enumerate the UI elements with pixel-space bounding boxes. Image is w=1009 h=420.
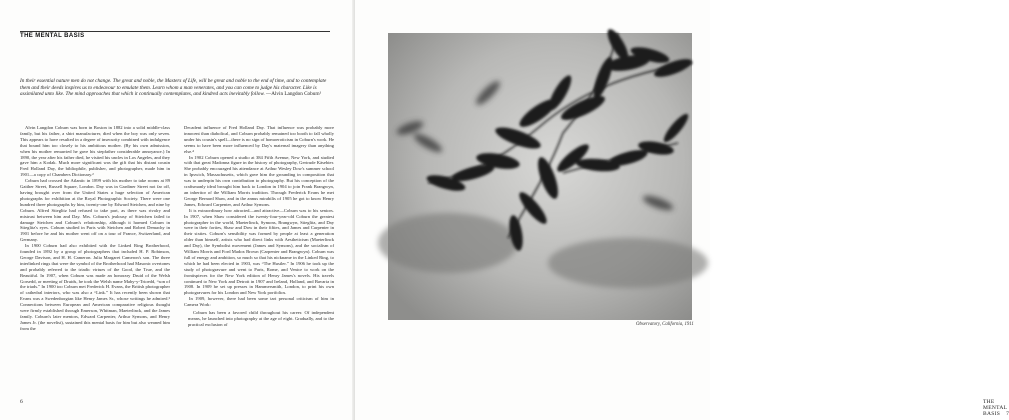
page-number-right: 7 xyxy=(1006,411,1009,417)
block-quote: Coburn has been a favored child throughout his career. Of independent means, he launched into photography at the age of eight. Gradually, and to the practical exclusion of xyxy=(188,310,334,327)
body-column-middle xyxy=(184,125,334,380)
section-title: THE MENTAL BASIS xyxy=(20,33,85,39)
epigraph xyxy=(20,78,335,98)
page-number-left: 6 xyxy=(20,399,23,405)
photo-caption: Observatory, California, 1911 xyxy=(636,322,694,327)
paragraph: In 1909, however, there had been some tart personal criticism of him in Camera Work: xyxy=(184,296,334,308)
paragraph: In 1900 Coburn had also exhibited with the Linked Ring Brotherhood, founded in 1892 by a group of photographers that included H. P. Robinson, George Davison, and H. H. Cameron. Julia Margaret Cameron's son. The three interlinked rings that were the symbol of the Brotherhood had Masonic overtones and probably referred to the triadic virtues of the Good, the True, and the Beautiful. In 1907, when Coburn was made an honorary Druid of the Welsh Gorsedd, or meeting of Druids, he took the Welsh name Maby-y-Trioedd, “son of the triads.” In 1900 too Coburn met Frederick H. Evans, the British photographer of cathedral interiors, who was also a “Link.” It has recently been shown that Evans was a Swedenborgian like Henry James Sr., whose writings he admired.³ Connections between European and American comparative religious thought were firmly established through Emerson, Whitman, Maeterlinck, and the James family. Coburn's later mentors, Edward Carpenter, Arthur Symons, and Henry James Jr. (the novelist), sustained this mental basis for him but also weaned him from the xyxy=(20,243,170,331)
photo-leaves-silhouette xyxy=(388,33,692,320)
left-page xyxy=(0,0,355,420)
running-footer-title: THE MENTAL BASIS xyxy=(983,399,1008,417)
photograph-leaves xyxy=(388,33,692,320)
paragraph: Coburn had crossed the Atlantic in 1899 with his mother to take rooms at 89 Gaither Street, Russell Square, London. Day was in Gardiner Street not far off, having brought over from the United States a huge selection of American photographs for exhibition at the Royal Photographic Society. There were one hundred three photographs by him, twenty-one by Edward Steichen, and nine by Coburn. Alfred Stieglitz had refused to take part, as there was rivalry and mistrust between him and Day. Mrs. Coburn's jealousy of Stieichen failed to damage Steichen and Coburn's relationship, although it harmed Coburn in Stieglitz's eyes. Coburn studied in Paris with Steichen and Robert Demachy in 1901 before he and his mother went off on a tour of France, Switzerland, and Germany. xyxy=(20,178,170,243)
epigraph-attribution: —Alvin Langdon Coburn¹ xyxy=(266,91,322,98)
body-column-left xyxy=(20,125,170,400)
paragraph: It is extraordinary how attracted—and attractive—Coburn was to his seniors. In 1907, when Shaw considered the twenty-four-year-old Coburn the greatest photographer in the world, Maeterlinck, Symons, Brangwyn, Stieglitz, and Day were in their forties, Shaw and Dow in their fifties, and James and Carpenter in their sixties. Coburn's sensibility was formed by people at least a generation older than himself, artists who had direct links with Aestheticism (Maeterlinck and Day), the Symbolist movement (James and Symons), and the socialism of William Morris and Ford Madox Brown (Carpenter and Brangwyn). Coburn was full of energy and ambition, so much so that his nickname in the Linked Ring, to which he had been elected in 1903, was “The Hustler.” In 1906 he took up the study of photogravure and went to Paris, Rome, and Venice to work on the frontispieces for the New York edition of Henry James's novels. His travels continued to New York and Detroit in 1907 and Ireland, Holland, and Bavaria in 1908. In 1909 he set up presses in Hammersmith, London, to print his own photogravures for his London and New York portfolios. xyxy=(184,207,334,296)
epigraph-text: In their essential nature men do not change. The great and noble, the Masters of Life, will be great and noble to the end of time, and to contemplate them and their deeds inspires us to endeavour to emulate them. Learn whom a man venerates, and you can come to judge his character. Like is assimilated unto like. The mind approaches that which it continually contemplates, and kindred acts inevitably follow. xyxy=(20,78,327,98)
paragraph: Decadent influence of Fred Holland Day. That influence was probably more innocent than diabolical, and Coburn probably remained too booth to fall wholly under his cousin's spell—there is no sign of homoeroticism in Coburn's work. He seems to have been more influenced by Day's maternal imagery than anything else.⁴ xyxy=(184,125,334,154)
header-rule xyxy=(20,31,330,32)
paragraph: In 1902 Coburn opened a studio at 384 Fifth Avenue, New York, and studied with that great Madonna figure in the history of photography, Gertrude Käsebier. She probably encouraged his attendance at Arthur Wesley Dow's summer school in Ipswich, Massachusetts, which gave him the grounding in composition that was to underpin his own contribution to photography. But his conception of the craftsmanly ideal brought him back to London in 1904 to join Frank Brangwyn, an inheritor of the William Morris tradition. Through Frederick Evans he met George Bernard Shaw, and in the annus mirabilis of 1905 he got to know Henry James, Edward Carpenter, and Arthur Symons. xyxy=(184,154,334,207)
paragraph: Alvin Langdon Coburn was born in Boston in 1882 into a solid middle-class family, but his father, a shirt manufacturer, died when the boy was only seven. This appears to have resulted in a degree of insecurity combined with indulgence that bound him too closely to his ambitious mother. (By his own admission, when his mother remarried he gave his stepfather considerable annoyance.) In 1890, the year after his father died, he visited his uncles in Los Angeles, and they gave him a Kodak. Much more significant was the gift that his distant cousin Fred Holland Day, the bibliophile, publisher, and photographer, made him in 1901—a copy of Chambers Dictionary.² xyxy=(20,125,170,178)
running-footer xyxy=(983,399,1009,417)
